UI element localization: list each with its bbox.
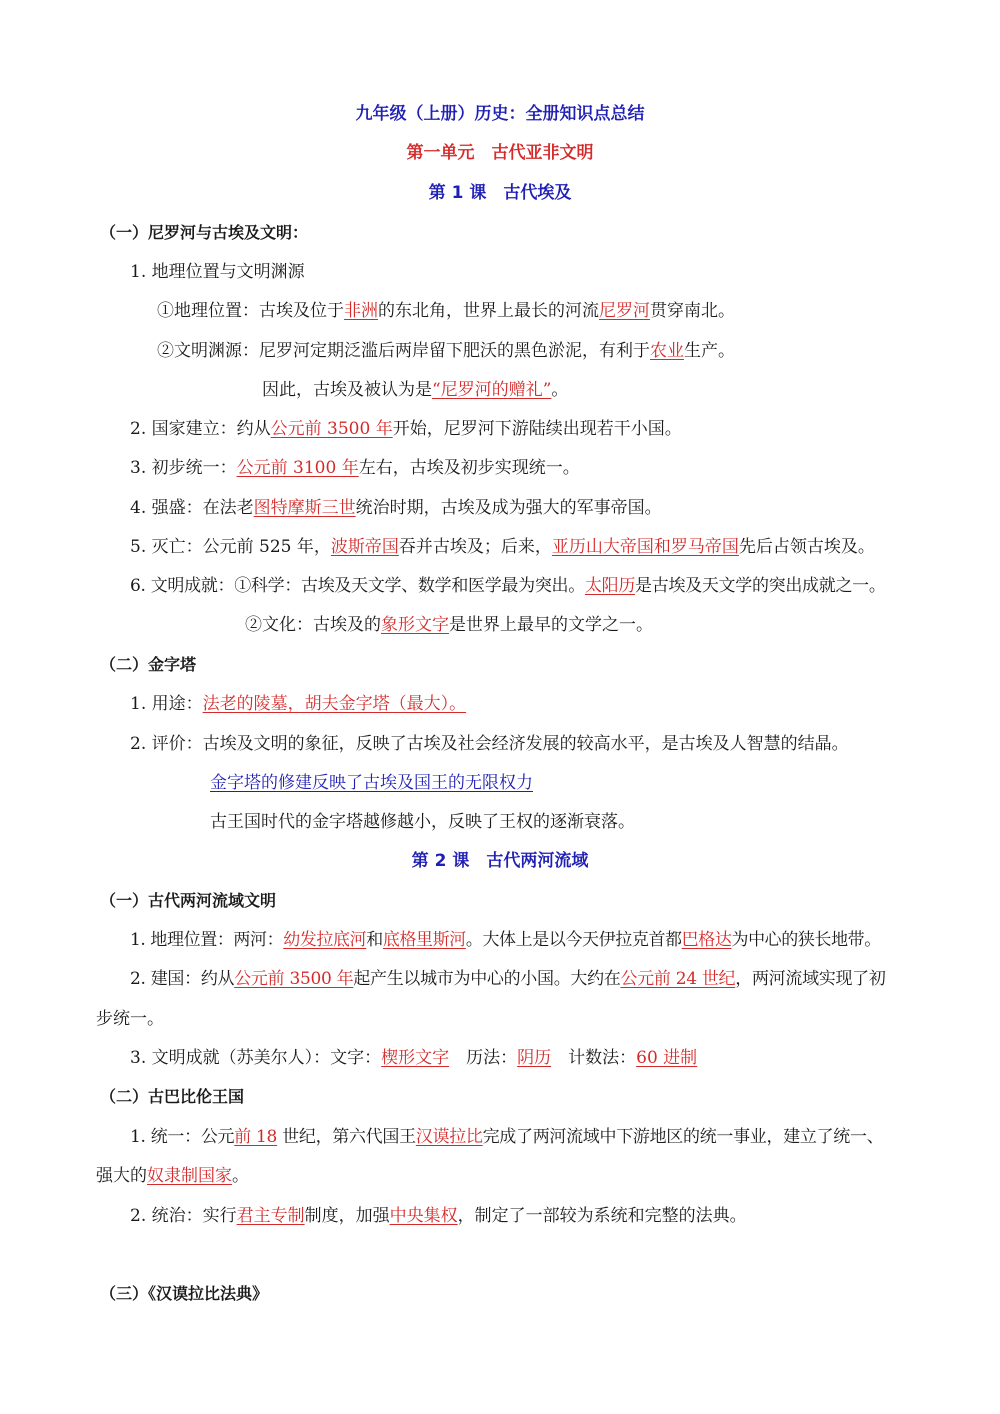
list-item-continuation	[96, 1164, 249, 1188]
text: 先后占领古埃及。	[738, 537, 875, 557]
text: 4. 强盛：在法老	[130, 498, 254, 518]
highlight-keyword: 公元前 24 世纪	[620, 969, 736, 989]
list-item	[157, 339, 735, 363]
highlight-keyword: 前 18	[234, 1127, 278, 1147]
text: ，两河流域实现了初	[735, 969, 886, 989]
text: 起产生以城市为中心的小国。大约在	[353, 969, 621, 989]
list-item	[130, 535, 875, 559]
text: 和	[366, 930, 383, 950]
highlight-keyword: 公元前 3500 年	[270, 419, 393, 439]
text: 开始，尼罗河下游陆续出现若干小国。	[392, 419, 682, 439]
highlight-keyword: 楔形文字	[381, 1048, 450, 1068]
highlight-keyword: “尼罗河的赠礼”	[432, 380, 552, 400]
highlight-keyword: 公元前 3500 年	[234, 969, 354, 989]
list-item	[157, 299, 735, 323]
list-item	[130, 1046, 697, 1070]
list-item	[262, 378, 568, 402]
list-item	[210, 771, 533, 795]
text: 因此，古埃及被认为是	[262, 380, 432, 400]
list-item-continuation: 步统一。	[96, 1009, 164, 1029]
document-title: 九年级（上册）历史：全册知识点总结	[355, 104, 645, 124]
text: 是世界上最早的文学之一。	[449, 615, 653, 635]
text: 历法：	[449, 1048, 518, 1068]
text: 贯穿南北。	[650, 301, 735, 321]
list-item: 2. 评价：古埃及文明的象征，反映了古埃及社会经济发展的较高水平，是古埃及人智慧的结晶。	[130, 734, 849, 754]
text: 6. 文明成就：①科学：古埃及天文学、数学和医学最为突出。	[130, 576, 585, 596]
highlight-keyword: 尼罗河	[599, 301, 650, 321]
text: 1. 地理位置：两河：	[130, 930, 284, 950]
text: 为中心的狭长地带。	[731, 930, 881, 950]
highlight-keyword: 君主专制	[236, 1206, 305, 1226]
text: 1. 统一：公元	[130, 1127, 235, 1147]
text: ②文化：古埃及的	[245, 615, 381, 635]
list-item	[245, 613, 653, 637]
text: 。	[551, 380, 569, 400]
section-heading: （二）古巴比伦王国	[100, 1087, 245, 1106]
text: 。大体上是以今天伊拉克首都	[465, 930, 682, 950]
list-item	[130, 928, 881, 952]
highlight-note: 金字塔的修建反映了古埃及国王的无限权力	[210, 773, 533, 793]
highlight-keyword: 幼发拉底河	[283, 930, 367, 950]
list-item	[130, 496, 662, 520]
list-item	[130, 574, 886, 598]
section-heading: （三）《汉谟拉比法典》	[100, 1284, 269, 1303]
text: 统治时期，古埃及成为强大的军事帝国。	[355, 498, 662, 518]
text: ①地理位置：古埃及位于	[157, 301, 344, 321]
text: 左右，古埃及初步实现统一。	[358, 458, 580, 478]
lesson-1-heading: 第 1 课 古代埃及	[428, 183, 572, 203]
text: 1. 用途：	[130, 694, 203, 714]
highlight-keyword: 图特摩斯三世	[253, 498, 356, 518]
text: 制度，加强	[304, 1206, 390, 1226]
highlight-keyword: 中央集权	[389, 1206, 458, 1226]
text: 计数法：	[551, 1048, 637, 1068]
list-item	[130, 1125, 883, 1149]
text: 强大的	[96, 1166, 147, 1186]
highlight-keyword: 波斯帝国	[330, 537, 399, 557]
highlight-keyword: 法老的陵墓，胡夫金字塔（最大）。	[202, 694, 467, 714]
text: ②文明渊源：尼罗河定期泛滥后两岸留下肥沃的黑色淤泥，有利于	[157, 341, 650, 361]
unit-heading: 第一单元 古代亚非文明	[406, 143, 594, 163]
highlight-keyword: 奴隶制国家	[147, 1166, 232, 1186]
section-heading: （二）金字塔	[100, 655, 197, 674]
text: 完成了两河流域中下游地区的统一事业，建立了统一、	[482, 1127, 884, 1147]
text: 。	[232, 1166, 249, 1186]
highlight-keyword: 亚历山大帝国和罗马帝国	[551, 537, 739, 557]
text: 吞并古埃及；后来，	[398, 537, 552, 557]
list-item	[130, 967, 886, 991]
highlight-keyword: 巴格达	[681, 930, 732, 950]
list-item	[130, 417, 682, 441]
list-item	[130, 1204, 747, 1228]
text: 3. 文明成就（苏美尔人）：文字：	[130, 1048, 382, 1068]
list-item: 古王国时代的金字塔越修越小，反映了王权的逐渐衰落。	[210, 812, 635, 832]
text: 2. 国家建立：约从	[130, 419, 271, 439]
list-item	[130, 456, 580, 480]
highlight-keyword: 底格里斯河	[382, 930, 466, 950]
text: 3. 初步统一：	[130, 458, 237, 478]
highlight-keyword: 非洲	[344, 301, 378, 321]
text: 是古埃及天文学的突出成就之一。	[635, 576, 886, 596]
highlight-keyword: 汉谟拉比	[415, 1127, 483, 1147]
highlight-keyword: 60 进制	[636, 1048, 698, 1068]
section-heading: （一）古代两河流域文明	[100, 891, 277, 910]
list-item	[130, 692, 466, 716]
highlight-keyword: 太阳历	[584, 576, 636, 596]
text: ，制定了一部较为系统和完整的法典。	[457, 1206, 747, 1226]
highlight-keyword: 农业	[650, 341, 684, 361]
text: 2. 建国：约从	[130, 969, 235, 989]
highlight-keyword: 阴历	[517, 1048, 552, 1068]
list-item: 1. 地理位置与文明渊源	[130, 262, 305, 282]
text: 2. 统治：实行	[130, 1206, 237, 1226]
text: 的东北角，世界上最长的河流	[378, 301, 599, 321]
text: 生产。	[684, 341, 735, 361]
section-heading: （一）尼罗河与古埃及文明：	[100, 223, 309, 242]
text: 世纪，第六代国王	[277, 1127, 416, 1147]
highlight-keyword: 象形文字	[381, 615, 449, 635]
highlight-keyword: 公元前 3100 年	[236, 458, 359, 478]
text: 5. 灭亡：公元前 525 年，	[130, 537, 331, 557]
lesson-2-heading: 第 2 课 古代两河流域	[411, 851, 589, 871]
